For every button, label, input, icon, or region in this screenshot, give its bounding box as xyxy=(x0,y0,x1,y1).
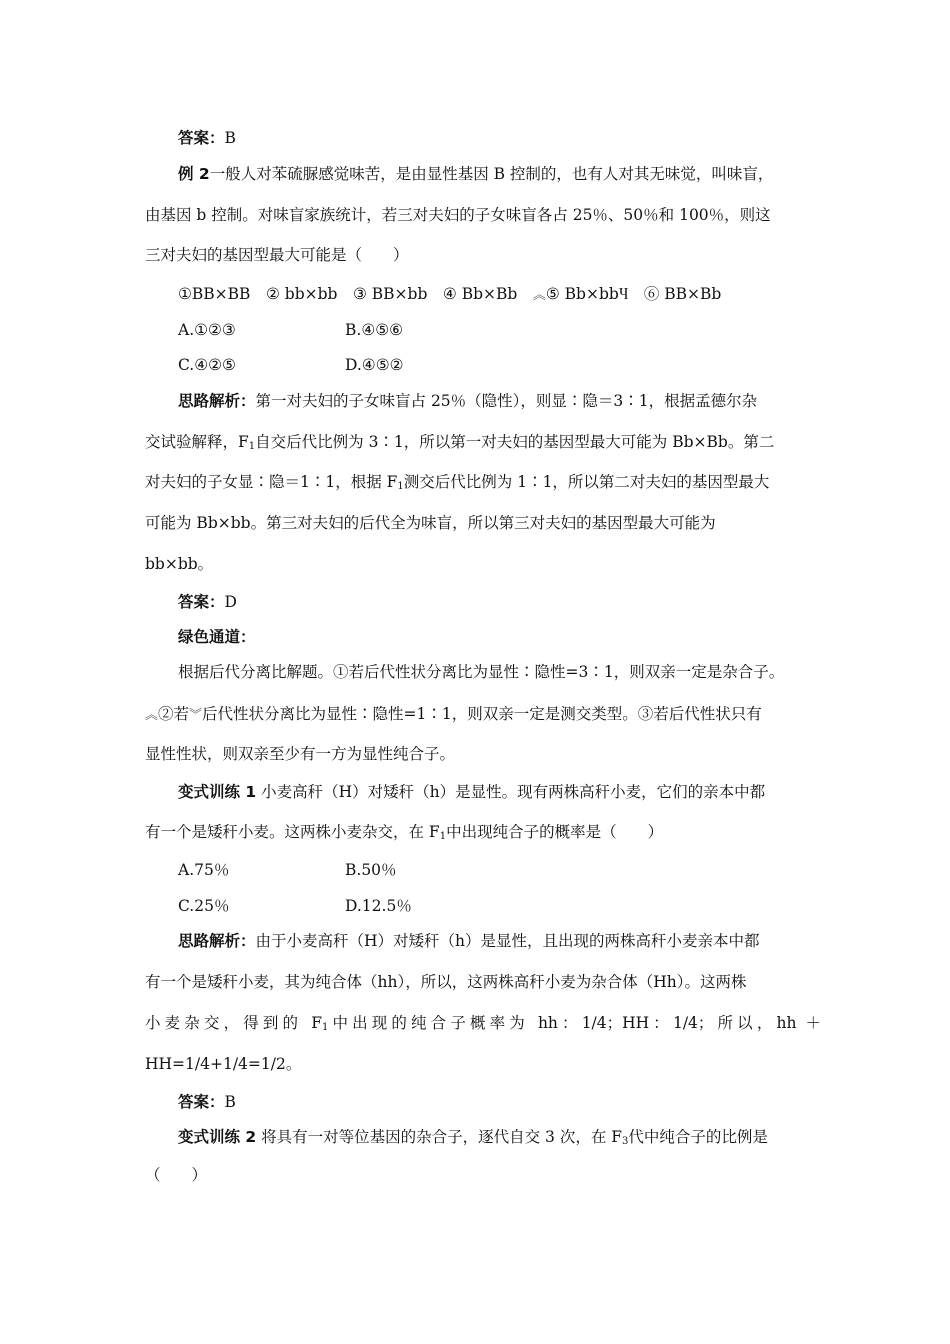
choice-d: D.12.5％ xyxy=(345,897,412,915)
variant-2-line-2: （ ） xyxy=(145,1166,208,1184)
explanation-1-line-2: 交试验解释，$F_1$自交后代比例为 3∶1，所以第一对夫妇的基因型最大可能为 Bb×Bb。第二 xyxy=(145,433,775,452)
variant-2-line-1: 变式训练 2 将具有一对等位基因的杂合子，逐代自交 3 次，在 $F_3$代中纯合子的比例是 xyxy=(178,1128,768,1147)
choice-c: C.25％ xyxy=(178,897,230,915)
variant-1-choices-ab xyxy=(178,859,821,881)
explanation-2-line-1: 思路解析：由于小麦高秆（H）对矮秆（h）是显性，且出现的两株高秆小麦亲本中都 xyxy=(178,932,760,950)
variant-1-choices-cd xyxy=(178,895,821,917)
stray-mark: ︾ xyxy=(189,708,203,723)
explanation-1-line-3: 对夫妇的子女显∶隐＝1∶1，根据 $F_1$测交后代比例为 1∶1，所以第二对夫妇的基因型最大 xyxy=(145,473,770,492)
stray-mark: ︽ xyxy=(145,708,159,723)
stray-mark: ︽ xyxy=(532,288,546,303)
example-2-line-1: 例 2一般人对苯硫脲感觉味苦，是由显性基因 B 控制的，也有人对其无味觉，叫味盲， xyxy=(178,165,774,183)
explanation-1-line-4: 可能为 Bb×bb。第三对夫妇的后代全为味盲，所以第三对夫妇的基因型最大可能为 xyxy=(145,514,716,532)
green-channel-label: 绿色通道： xyxy=(178,628,256,646)
choice-b: B.④⑤⑥ xyxy=(345,321,404,339)
green-channel-line-2: ︽②若︾后代性状分离比为显性∶隐性=1∶1，则双亲一定是测交类型。③若后代性状只有 xyxy=(145,705,762,723)
choice-row-ab xyxy=(178,319,821,341)
choice-c: C.④②⑤ xyxy=(178,356,236,374)
explanation-2-line-4: HH=1/4+1/4=1/2。 xyxy=(145,1055,302,1073)
green-channel-line-3: 显性性状，则双亲至少有一方为显性纯合子。 xyxy=(145,745,456,763)
answer-2: 答案：D xyxy=(178,593,237,611)
explanation-2-line-2: 有一个是矮秆小麦，其为纯合体（hh），所以，这两株高秆小麦为杂合体（Hh）。这两株 xyxy=(145,973,747,991)
example-2-line-3: 三对夫妇的基因型最大可能是（ ） xyxy=(145,246,409,264)
explanation-1-line-1: 思路解析：第一对夫妇的子女味盲占 25％（隐性），则显∶隐＝3∶1，根据孟德尔杂 xyxy=(178,392,758,410)
choice-a: A.75％ xyxy=(178,861,230,879)
example-2-line-2: 由基因 b 控制。对味盲家族统计，若三对夫妇的子女味盲各占 25％、50％和 100％，则这 xyxy=(145,206,771,224)
answer-1: 答案：B xyxy=(178,129,236,147)
choice-b: B.50％ xyxy=(345,861,397,879)
explanation-1-line-5: bb×bb。 xyxy=(145,555,214,573)
choice-d: D.④⑤② xyxy=(345,356,404,374)
example-2-options: ①BB×BB ② bb×bb ③ BB×bb ④ Bb×Bb ︽⑤ Bb×bbႷ ⑥ BB×Bb xyxy=(178,285,722,303)
stray-mark: Ⴗ xyxy=(618,288,629,303)
answer-3: 答案：B xyxy=(178,1093,236,1111)
choice-a: A.①②③ xyxy=(178,321,236,339)
choice-row-cd xyxy=(178,354,821,376)
explanation-2-line-3: 小麦杂交，得到的 $F_1$中出现的纯合子概率为 hh：1/4；HH：1/4；所以，hh ＋ xyxy=(145,1014,821,1033)
green-channel-line-1: 根据后代分离比解题。①若后代性状分离比为显性∶隐性=3∶1，则双亲一定是杂合子。 xyxy=(178,663,785,681)
variant-1-line-1: 变式训练 1 小麦高秆（H）对矮秆（h）是显性。现有两株高秆小麦，它们的亲本中都 xyxy=(178,783,766,801)
variant-1-line-2: 有一个是矮秆小麦。这两株小麦杂交，在 $F_1$中出现纯合子的概率是（ ） xyxy=(145,823,664,842)
